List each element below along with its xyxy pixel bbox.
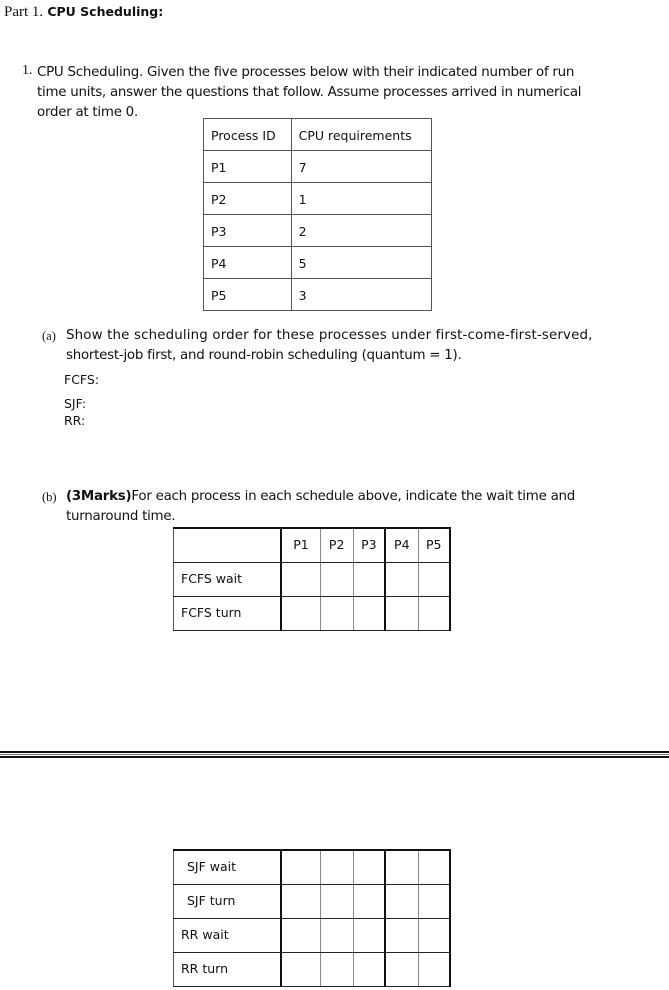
column-header: P3 (353, 528, 385, 562)
answer-cell[interactable] (320, 884, 353, 918)
part-a-text-line: shortest-job first, and round-robin scheduling (quantum = 1). (66, 348, 462, 363)
answer-table-header (174, 528, 451, 562)
column-header: P5 (418, 528, 450, 562)
process-id-cell: P1 (204, 151, 292, 183)
fcfs-schedule-label: FCFS: (64, 372, 100, 387)
answer-cell[interactable] (418, 850, 450, 884)
column-header: P2 (320, 528, 353, 562)
answer-cell[interactable] (281, 850, 320, 884)
answer-cell[interactable] (418, 562, 450, 596)
cpu-cell: 7 (291, 151, 431, 183)
part-b-text-line (66, 487, 575, 507)
table-row (174, 884, 451, 918)
table-row (204, 183, 432, 215)
answer-cell[interactable] (385, 850, 418, 884)
answer-cell[interactable] (353, 562, 385, 596)
answer-cell[interactable] (385, 596, 418, 630)
part-b-label: (b) (42, 490, 57, 504)
part-title (4, 3, 163, 21)
page-break-divider (0, 754, 669, 755)
row-label: SJF wait (174, 850, 282, 884)
answer-cell[interactable] (385, 952, 418, 986)
header-process-id: Process ID (204, 119, 292, 151)
table-row (174, 596, 451, 630)
answer-cell[interactable] (353, 596, 385, 630)
answer-cell[interactable] (418, 596, 450, 630)
cpu-cell: 1 (291, 183, 431, 215)
cpu-cell: 2 (291, 215, 431, 247)
answer-cell[interactable] (281, 918, 320, 952)
process-table-header (204, 119, 432, 151)
part-b-instruction: For each process in each schedule above, indicate the wait time and (131, 489, 576, 504)
answer-table-sjf-rr (173, 849, 451, 987)
column-header: P1 (281, 528, 320, 562)
table-row (204, 151, 432, 183)
answer-cell[interactable] (418, 952, 450, 986)
answer-cell[interactable] (385, 562, 418, 596)
question-number: 1. (22, 63, 33, 78)
table-row (174, 918, 451, 952)
table-row (204, 215, 432, 247)
corner-cell (174, 528, 282, 562)
part-a-label: (a) (42, 329, 56, 343)
process-id-cell: P2 (204, 183, 292, 215)
answer-cell[interactable] (353, 918, 385, 952)
row-label: RR wait (174, 918, 282, 952)
answer-cell[interactable] (281, 952, 320, 986)
answer-cell[interactable] (385, 884, 418, 918)
row-label: FCFS turn (174, 596, 282, 630)
answer-cell[interactable] (281, 562, 320, 596)
answer-cell[interactable] (353, 884, 385, 918)
table-row (204, 247, 432, 279)
process-id-cell: P5 (204, 279, 292, 311)
question-text-line: CPU Scheduling. Given the five processes below with their indicated number of run (37, 65, 575, 80)
row-label: SJF turn (174, 884, 282, 918)
column-header: P4 (385, 528, 418, 562)
process-table (203, 118, 432, 311)
answer-cell[interactable] (418, 918, 450, 952)
header-cpu-requirements: CPU requirements (291, 119, 431, 151)
answer-cell[interactable] (320, 562, 353, 596)
answer-cell[interactable] (418, 884, 450, 918)
answer-cell[interactable] (353, 952, 385, 986)
process-id-cell: P3 (204, 215, 292, 247)
marks-label: (3Marks) (66, 489, 132, 504)
part-a-text-line: Show the scheduling order for these processes under first-come-first-served, (66, 328, 593, 343)
table-row (174, 952, 451, 986)
answer-cell[interactable] (320, 918, 353, 952)
row-label: RR turn (174, 952, 282, 986)
cpu-cell: 5 (291, 247, 431, 279)
answer-cell[interactable] (320, 952, 353, 986)
process-id-cell: P4 (204, 247, 292, 279)
cpu-cell: 3 (291, 279, 431, 311)
table-row (174, 562, 451, 596)
answer-cell[interactable] (281, 596, 320, 630)
table-row (204, 279, 432, 311)
answer-cell[interactable] (320, 596, 353, 630)
table-row (174, 850, 451, 884)
answer-table-fcfs (173, 527, 451, 631)
answer-cell[interactable] (385, 918, 418, 952)
part-number: Part 1. (4, 4, 44, 20)
sjf-schedule-label: SJF: (64, 396, 87, 411)
row-label: FCFS wait (174, 562, 282, 596)
question-text-line: time units, answer the questions that follow. Assume processes arrived in numerical (37, 85, 582, 100)
page-break-divider (0, 756, 669, 758)
answer-cell[interactable] (320, 850, 353, 884)
part-heading: CPU Scheduling: (47, 4, 164, 19)
question-text-line: order at time 0. (37, 105, 138, 120)
page-break-divider (0, 751, 669, 753)
answer-cell[interactable] (353, 850, 385, 884)
answer-cell[interactable] (281, 884, 320, 918)
part-b-text-line: turnaround time. (66, 509, 176, 524)
rr-schedule-label: RR: (64, 413, 86, 428)
